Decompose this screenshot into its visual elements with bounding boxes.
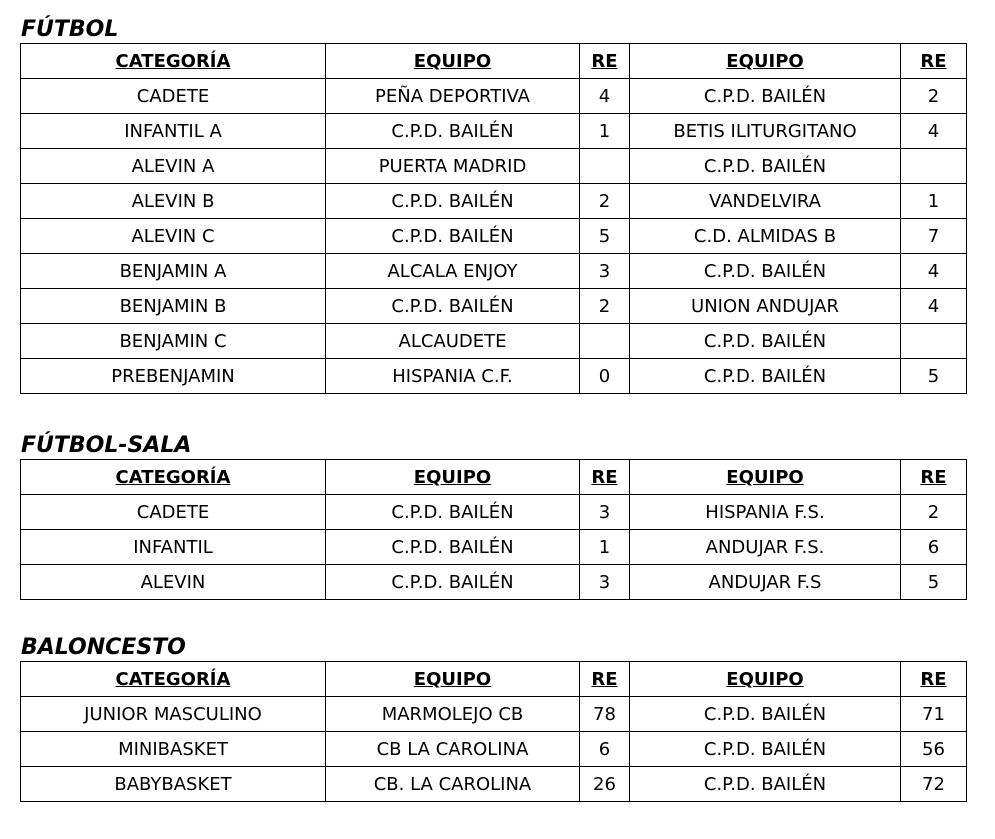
cell-resultado-local: 26 [580, 767, 630, 802]
cell-equipo-local: PEÑA DEPORTIVA [326, 79, 580, 114]
header-equipo-visitante: EQUIPO [630, 662, 901, 697]
cell-equipo-local: MARMOLEJO CB [326, 697, 580, 732]
cell-resultado-visitante: 71 [901, 697, 967, 732]
header-categoria: CATEGORÍA [21, 662, 326, 697]
header-categoria: CATEGORÍA [21, 44, 326, 79]
header-equipo-visitante: EQUIPO [630, 460, 901, 495]
table-row [21, 732, 967, 767]
header-equipo-local: EQUIPO [326, 460, 580, 495]
header-categoria: CATEGORÍA [21, 460, 326, 495]
cell-equipo-local: C.P.D. BAILÉN [326, 495, 580, 530]
section-futbol [20, 17, 966, 394]
cell-resultado-visitante: 5 [901, 359, 967, 394]
cell-categoria: INFANTIL A [21, 114, 326, 149]
cell-resultado-visitante: 2 [901, 495, 967, 530]
section-title: FÚTBOL [21, 17, 119, 42]
cell-equipo-local: C.P.D. BAILÉN [326, 219, 580, 254]
cell-equipo-local: C.P.D. BAILÉN [326, 565, 580, 600]
cell-resultado-local: 3 [580, 565, 630, 600]
cell-resultado-visitante: 6 [901, 530, 967, 565]
cell-equipo-visitante: C.P.D. BAILÉN [630, 697, 901, 732]
cell-resultado-visitante: 72 [901, 767, 967, 802]
cell-equipo-local: CB. LA CAROLINA [326, 767, 580, 802]
cell-categoria: ALEVIN A [21, 149, 326, 184]
header-resultado-visitante: RE [901, 44, 967, 79]
cell-resultado-visitante [901, 324, 967, 359]
cell-equipo-visitante: VANDELVIRA [630, 184, 901, 219]
table-row [21, 324, 967, 359]
table-row [21, 767, 967, 802]
cell-equipo-local: C.P.D. BAILÉN [326, 289, 580, 324]
cell-categoria: BENJAMIN B [21, 289, 326, 324]
header-resultado-visitante: RE [901, 662, 967, 697]
cell-equipo-local: HISPANIA C.F. [326, 359, 580, 394]
table-row [21, 184, 967, 219]
table-row [21, 565, 967, 600]
cell-categoria: INFANTIL [21, 530, 326, 565]
cell-resultado-visitante: 4 [901, 254, 967, 289]
cell-categoria: CADETE [21, 495, 326, 530]
cell-equipo-visitante: C.P.D. BAILÉN [630, 254, 901, 289]
cell-resultado-local: 0 [580, 359, 630, 394]
cell-equipo-visitante: C.P.D. BAILÉN [630, 359, 901, 394]
cell-equipo-local: C.P.D. BAILÉN [326, 530, 580, 565]
cell-equipo-visitante: HISPANIA F.S. [630, 495, 901, 530]
cell-resultado-local: 4 [580, 79, 630, 114]
cell-resultado-visitante: 7 [901, 219, 967, 254]
cell-equipo-local: C.P.D. BAILÉN [326, 184, 580, 219]
cell-equipo-local: CB LA CAROLINA [326, 732, 580, 767]
cell-equipo-local: PUERTA MADRID [326, 149, 580, 184]
section-title: BALONCESTO [21, 635, 186, 660]
table-row [21, 254, 967, 289]
table-row [21, 530, 967, 565]
cell-equipo-visitante: C.P.D. BAILÉN [630, 149, 901, 184]
cell-categoria: BABYBASKET [21, 767, 326, 802]
cell-equipo-visitante: ANDUJAR F.S [630, 565, 901, 600]
header-resultado-visitante: RE [901, 460, 967, 495]
cell-equipo-visitante: BETIS ILITURGITANO [630, 114, 901, 149]
cell-equipo-visitante: C.P.D. BAILÉN [630, 79, 901, 114]
results-table [20, 459, 967, 600]
header-row [21, 662, 967, 697]
header-row [21, 44, 967, 79]
cell-resultado-local: 3 [580, 495, 630, 530]
table-row [21, 697, 967, 732]
cell-resultado-local: 6 [580, 732, 630, 767]
cell-equipo-local: ALCAUDETE [326, 324, 580, 359]
cell-resultado-local: 2 [580, 184, 630, 219]
cell-resultado-visitante: 4 [901, 289, 967, 324]
table-row [21, 495, 967, 530]
cell-equipo-local: C.P.D. BAILÉN [326, 114, 580, 149]
section-title: FÚTBOL-SALA [21, 433, 192, 458]
cell-categoria: ALEVIN B [21, 184, 326, 219]
cell-resultado-visitante: 1 [901, 184, 967, 219]
cell-resultado-local: 1 [580, 114, 630, 149]
cell-resultado-visitante: 5 [901, 565, 967, 600]
cell-equipo-visitante: C.P.D. BAILÉN [630, 732, 901, 767]
cell-equipo-local: ALCALA ENJOY [326, 254, 580, 289]
header-resultado-local: RE [580, 460, 630, 495]
results-table [20, 661, 967, 802]
cell-categoria: BENJAMIN A [21, 254, 326, 289]
cell-categoria: JUNIOR MASCULINO [21, 697, 326, 732]
results-table [20, 43, 967, 394]
cell-resultado-local [580, 149, 630, 184]
table-row [21, 219, 967, 254]
cell-resultado-visitante: 4 [901, 114, 967, 149]
cell-resultado-local: 5 [580, 219, 630, 254]
cell-resultado-local: 3 [580, 254, 630, 289]
cell-categoria: BENJAMIN C [21, 324, 326, 359]
cell-resultado-visitante: 2 [901, 79, 967, 114]
table-row [21, 79, 967, 114]
cell-equipo-visitante: C.P.D. BAILÉN [630, 324, 901, 359]
header-row [21, 460, 967, 495]
table-row [21, 114, 967, 149]
header-equipo-visitante: EQUIPO [630, 44, 901, 79]
cell-resultado-local: 1 [580, 530, 630, 565]
cell-equipo-visitante: ANDUJAR F.S. [630, 530, 901, 565]
cell-categoria: ALEVIN [21, 565, 326, 600]
cell-categoria: CADETE [21, 79, 326, 114]
header-equipo-local: EQUIPO [326, 44, 580, 79]
cell-equipo-visitante: C.P.D. BAILÉN [630, 767, 901, 802]
table-row [21, 289, 967, 324]
cell-resultado-visitante: 56 [901, 732, 967, 767]
cell-equipo-visitante: UNION ANDUJAR [630, 289, 901, 324]
header-resultado-local: RE [580, 662, 630, 697]
cell-resultado-visitante [901, 149, 967, 184]
table-row [21, 359, 967, 394]
table-row [21, 149, 967, 184]
cell-categoria: PREBENJAMIN [21, 359, 326, 394]
cell-resultado-local: 78 [580, 697, 630, 732]
cell-equipo-visitante: C.D. ALMIDAS B [630, 219, 901, 254]
header-equipo-local: EQUIPO [326, 662, 580, 697]
cell-resultado-local: 2 [580, 289, 630, 324]
section-baloncesto [20, 635, 966, 802]
header-resultado-local: RE [580, 44, 630, 79]
section-futbol-sala [20, 433, 966, 600]
cell-resultado-local [580, 324, 630, 359]
cell-categoria: ALEVIN C [21, 219, 326, 254]
cell-categoria: MINIBASKET [21, 732, 326, 767]
